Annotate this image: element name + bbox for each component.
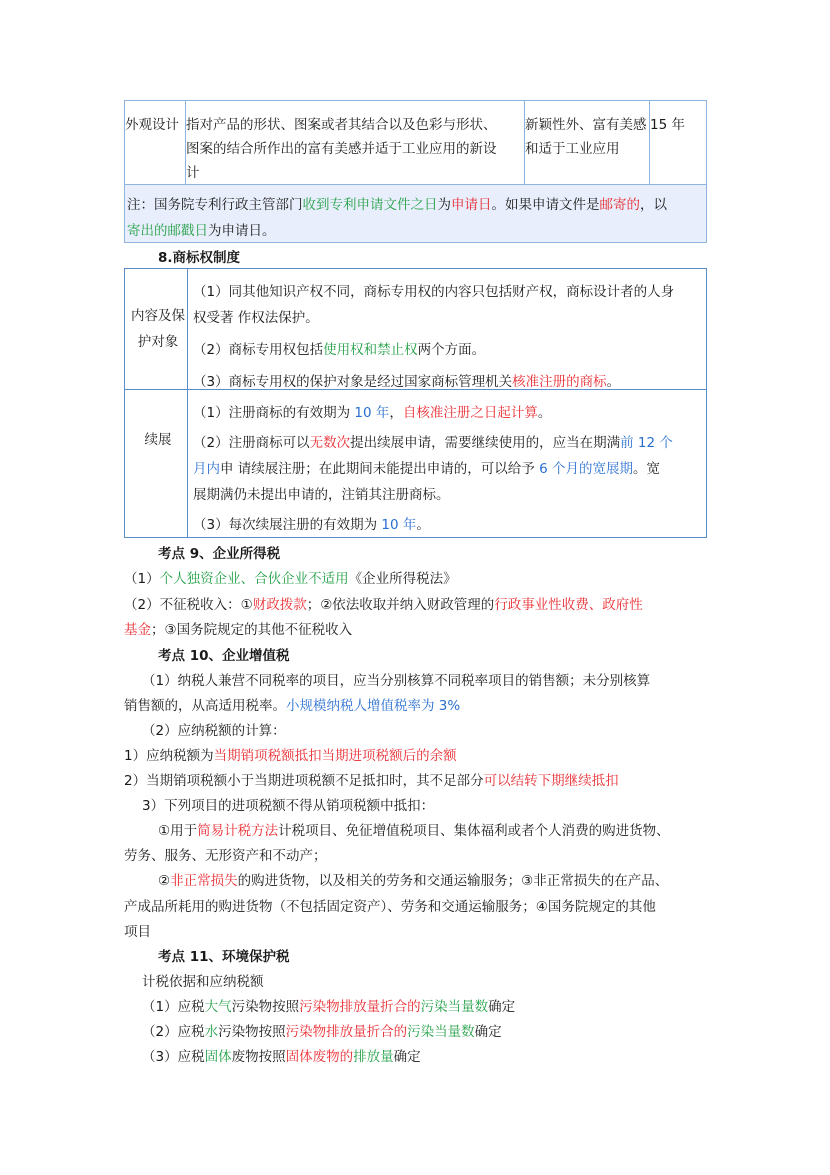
kp10-heading: 考点 10、企业增值税 [158, 648, 290, 664]
patent-term-cell: 15 年 [650, 101, 707, 186]
kp11-heading: 考点 11、环境保护税 [158, 949, 290, 965]
kp10-line10: 产成品所耗用的购进货物（不包括固定资产）、劳务和交通运输服务；④国务院规定的其他 [124, 899, 656, 915]
kp10-line7: ①用于简易计税方法计税项目、免征增值税项目、集体福利或者个人消费的购进货物、 [158, 823, 670, 839]
patent-note: 注：国务院专利行政主管部门收到专利申请文件之日为申请日。如果申请文件是邮寄的，以 寄出的邮戳日为申请日。 [124, 184, 707, 243]
row2-label: 续展 [144, 432, 172, 448]
kp10-line8: 劳务、服务、无形资产和不动产； [124, 848, 327, 864]
kp10-line4: 1）应纳税额为当期销项税额抵扣当期进项税额后的余额 [124, 748, 457, 764]
kp10-line11: 项目 [124, 924, 151, 940]
trademark-table [124, 268, 707, 538]
patent-definition-cell: 指对产品的形状、图案或者其结合以及色彩与形状、 图案的结合所作出的富有美感并适于工业应用的新设 计 [186, 101, 525, 186]
row1-label: 内容及保 护对象 [131, 308, 185, 350]
patent-type-cell: 外观设计 [125, 101, 186, 186]
patent-condition-cell: 新颖性外、富有美感 和适于工业应用 [525, 101, 650, 186]
kp11-line2: （2）应税水污染物按照污染物排放量折合的污染当量数确定 [142, 1024, 502, 1040]
kp10-line5: 2）当期销项税额小于当期进项税额不足抵扣时，其不足部分可以结转下期继续抵扣 [124, 773, 619, 789]
row1-content: （1）同其他知识产权不同，商标专用权的内容只包括财产权，商标设计者的人身 权受著 作权法保护。 （2）商标专用权包括使用权和禁止权两个方面。 （3）商标专用权的保护对象是经过国家商标管理机关核准注册的商标。 [193, 284, 675, 390]
kp9-line1: （1）个人独资企业、合伙企业不适用《企业所得税法》 [124, 571, 457, 587]
row2-content: （1）注册商标的有效期为 10 年，自核准注册之日起计算。 （2）注册商标可以无数次提出续展申请，需要继续使用的，应当在期满前 12 个 月内申 请续展注册；在此期间未能提出申请的，可以给予 6 个月的宽展期。宽 展期满仍未提出申请的，注销其注册商标。 （3）每次续展注册的有效期为 10 年。 [193, 405, 673, 533]
kp9-heading: 考点 9、企业所得税 [158, 546, 281, 562]
kp10-line3: （2）应纳税额的计算： [142, 723, 286, 739]
kp11-line1: （1）应税大气污染物按照污染物排放量折合的污染当量数确定 [142, 999, 516, 1015]
kp11-line3: （3）应税固体废物按照固体废物的排放量确定 [142, 1049, 421, 1065]
patent-table [124, 100, 707, 186]
kp10-line1: （1）纳税人兼营不同税率的项目，应当分别核算不同税率项目的销售额；未分别核算 [142, 673, 651, 689]
kp9-line3: 基金；③国务院规定的其他不征税收入 [124, 622, 353, 638]
trademark-heading: 8.商标权制度 [158, 250, 241, 266]
kp10-line9: ②非正常损失的购进货物，以及相关的劳务和交通运输服务；③非正常损失的在产品、 [158, 873, 669, 889]
kp10-line2: 销售额的，从高适用税率。小规模纳税人增值税率为 3% [124, 698, 461, 714]
kp9-line2: （2）不征税收入：①财政拨款；②依法收取并纳入财政管理的行政事业性收费、政府性 [124, 597, 643, 613]
kp10-line6: 3）下列项目的进项税额不得从销项税额中抵扣： [142, 798, 435, 814]
kp11-sub: 计税依据和应纳税额 [142, 974, 264, 990]
